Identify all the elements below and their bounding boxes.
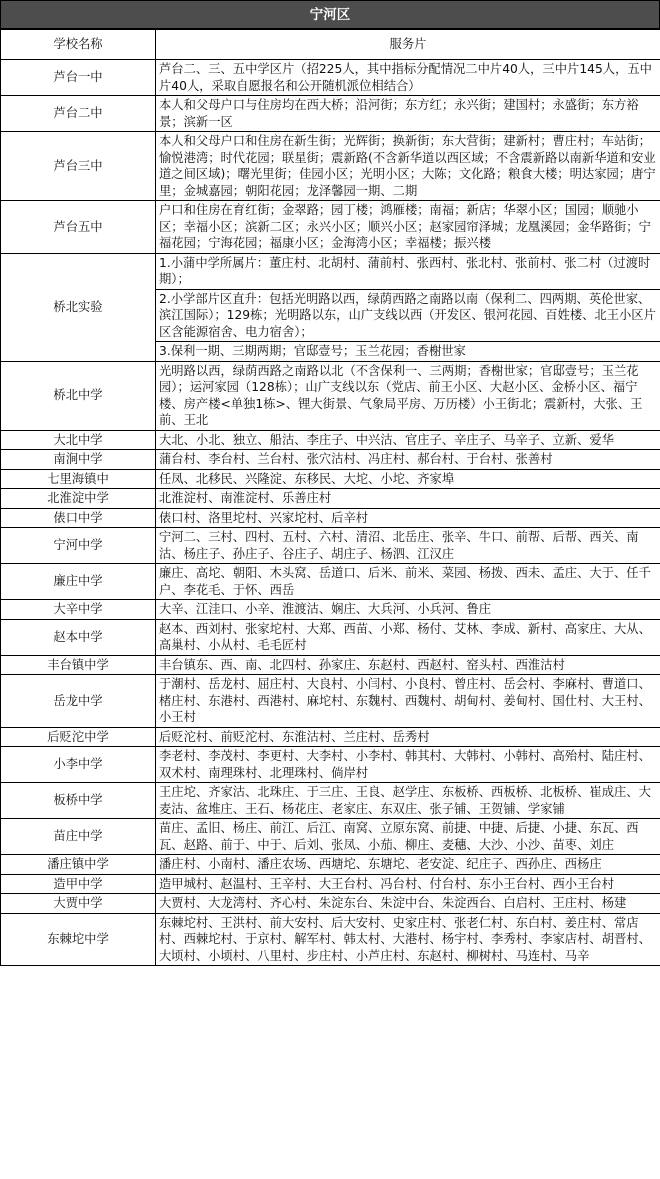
- table-row: [1, 96, 660, 132]
- school-name-cell: 赵本中学: [1, 619, 156, 655]
- service-area-cell: 户口和住房在育红街；金翠路；园丁楼；鸿雁楼；南福；新店；华翠小区；国园；顺驰小区；幸福小区；滨新二区；永兴小区；顺兴小区；赵家园帘泽城；龙凰溪园；金华路街；宁福花园；宁海花园；福康小区；金海湾小区；幸福楼；振兴楼: [156, 201, 660, 254]
- service-area-cell: 光明路以西，绿荫西路之南路以北（不含保利一、三两期；香榭世家；官邸壹号；玉兰花园）；运河家园（128栋）；山广支线以东（党店、前王小区、大赵小区、金桥小区、福宁楼、房产楼<单独1栋>、锂大街景、气象局平房、万历楼）小王街北；震新村，大张、王前、王北: [156, 361, 660, 430]
- school-name-cell: 大辛中学: [1, 600, 156, 620]
- table-row: [1, 619, 660, 655]
- service-area-cell: 宁河二、三村、四村、五村、六村、清沼、北岳庄、张辛、牛口、前帮、后帮、西关、南沽、杨庄子、孙庄子、谷庄子、胡庄子、杨泗、江汉庄: [156, 528, 660, 564]
- service-area-cell: 于潮村、岳龙村、屈庄村、大良村、小闫村、小良村、曾庄村、岳会村、李麻村、曹道口、楮庄村、东港村、西港村、麻坨村、东魏村、西魏村、胡甸村、姜甸村、国仕村、大王村、小王村: [156, 675, 660, 728]
- school-name-cell: 芦台三中: [1, 132, 156, 201]
- table-row: [1, 489, 660, 509]
- school-name-cell: 造甲中学: [1, 874, 156, 894]
- sheet-title: 宁河区: [0, 0, 660, 29]
- school-name-cell: 桥北中学: [1, 361, 156, 430]
- school-name-cell: 大贾中学: [1, 894, 156, 914]
- table-row: [1, 201, 660, 254]
- service-area-cell: 本人和父母户口和住房在新生街；光辉街；换新街；东大营街；建新村；曹庄村；车站街；愉悦港湾；时代花园；联星街；震新路(不含新华道以西区域；不含震新路以南新华道和安业道之间区域)；曙光里街；佳园小区；光明小区；大陈；文化路；粮食大楼；明达家园；唐宁里；金城嘉园；朝阳花园；龙泽馨园一期、二期: [156, 132, 660, 201]
- service-area-cell: 赵本、西刘村、张家坨村、大郑、西苗、小郑、杨付、艾林、李成、新村、高家庄、大从、高巢村、小从村、毛毛匠村: [156, 619, 660, 655]
- service-area-cell: 后贬沱村、前贬沱村、东淮沽村、兰庄村、岳秀村: [156, 727, 660, 747]
- service-area-cell: 大贾村、大龙湾村、齐心村、朱淀东台、朱淀中台、朱淀西台、白启村、王庄村、杨建: [156, 894, 660, 914]
- table-row: [1, 60, 660, 96]
- table-row: [1, 253, 660, 361]
- school-name-cell: 岳龙中学: [1, 675, 156, 728]
- service-area-cell: 蒲台村、李台村、兰台村、张穴沽村、冯庄村、郝台村、于台村、张善村: [156, 450, 660, 470]
- school-name-cell: 俵口中学: [1, 508, 156, 528]
- header-school: 学校名称: [1, 30, 156, 60]
- school-name-cell: 后贬沱中学: [1, 727, 156, 747]
- service-area-cell: [156, 253, 660, 361]
- service-area-cell: 任凤、北移民、兴隆淀、东移民、大坨、小坨、齐家埠: [156, 469, 660, 489]
- school-name-cell: 大北中学: [1, 430, 156, 450]
- school-name-cell: 芦台一中: [1, 60, 156, 96]
- service-area-cell: 东棘坨村、王洪村、前大安村、后大安村、史家庄村、张老仁村、东白村、姜庄村、常店村、西棘坨村、于京村、解军村、韩太村、大港村、杨宇村、李秀村、李家店村、胡晋村、大顷村、小顷村、八里村、步庄村、小芦庄村、东赵村、柳树村、马连村、马辛: [156, 913, 660, 966]
- table-row: [1, 913, 660, 966]
- table-row: [1, 894, 660, 914]
- school-name-cell: 桥北实验: [1, 253, 156, 361]
- school-name-cell: 芦台五中: [1, 201, 156, 254]
- service-area-cell: 造甲城村、赵温村、王辛村、大王台村、冯台村、付台村、东小王台村、西小王台村: [156, 874, 660, 894]
- table-row: [1, 430, 660, 450]
- table-body: [1, 60, 660, 966]
- service-area-cell: 大辛、江洼口、小辛、淮渡沽、娴庄、大兵河、小兵河、鲁庄: [156, 600, 660, 620]
- service-area-cell: 苗庄、孟旧、杨庄、前江、后江、南窝、立原东窝、前捷、中捷、后捷、小捷、东瓦、西瓦、赵路、前于、中于、后刘、张凤、小茄、柳庄、麦穗、大沙、小沙、苗枣、刘庄: [156, 819, 660, 855]
- table-row: [1, 655, 660, 675]
- table-row: [1, 361, 660, 430]
- school-name-cell: 芦台二中: [1, 96, 156, 132]
- service-area-cell: 王庄坨、齐家沽、北珠庄、于三庄、王良、赵学庄、东板桥、西板桥、北板桥、崔成庄、大麦沽、盆堆庄、王石、杨花庄、老家庄、东双庄、张子铺、王贺铺、学家铺: [156, 783, 660, 819]
- school-name-cell: 南涧中学: [1, 450, 156, 470]
- school-name-cell: 北淮淀中学: [1, 489, 156, 509]
- table-row: [1, 783, 660, 819]
- service-area-cell: 廉庄、高坨、朝阳、木头窝、岳道口、后米、前米、菜园、杨拨、西未、孟庄、大于、任千户、李花毛、于怀、西岳: [156, 564, 660, 600]
- service-area-cell: 潘庄村、小南村、潘庄农场、西塘坨、东塘坨、老安淀、纪庄子、西孙庄、西杨庄: [156, 855, 660, 875]
- service-area-cell: 北淮淀村、南淮淀村、乐善庄村: [156, 489, 660, 509]
- school-name-cell: 丰台镇中学: [1, 655, 156, 675]
- school-name-cell: 七里海镇中: [1, 469, 156, 489]
- table-row: [1, 564, 660, 600]
- table-row: [1, 132, 660, 201]
- school-name-cell: 东棘坨中学: [1, 913, 156, 966]
- school-name-cell: 小李中学: [1, 747, 156, 783]
- table-row: [1, 450, 660, 470]
- school-name-cell: 廉庄中学: [1, 564, 156, 600]
- table-row: [1, 600, 660, 620]
- table-row: [1, 874, 660, 894]
- service-area-part: 3.保利一期、三期两期；官邸壹号；玉兰花园；香榭世家: [156, 341, 660, 361]
- service-area-cell: 大北、小北、独立、船沽、李庄子、中兴沽、官庄子、辛庄子、马辛子、立新、爱华: [156, 430, 660, 450]
- service-area-cell: 俵口村、洛里坨村、兴家坨村、后辛村: [156, 508, 660, 528]
- service-area-cell: 本人和父母户口与住房均在西大桥；沿河街；东方红；永兴街；建国村；永盛街；东方裕景；滨新一区: [156, 96, 660, 132]
- table-row: [1, 469, 660, 489]
- table-row: [1, 528, 660, 564]
- school-name-cell: 潘庄镇中学: [1, 855, 156, 875]
- table-row: [1, 819, 660, 855]
- district-table: [0, 29, 660, 966]
- service-area-part: 2.小学部片区直升：包括光明路以西，绿荫西路之南路以南（保利二、四两期、英伦世家、滨江国际）；129栋；光明路以东，山广支线以西（开发区、银河花园、百姓楼、北王小区片区含能源宿舍、电力宿舍）；: [156, 289, 660, 342]
- header-area: 服务片: [156, 30, 660, 60]
- school-name-cell: 宁河中学: [1, 528, 156, 564]
- table-row: [1, 747, 660, 783]
- table-row: [1, 508, 660, 528]
- service-area-cell: 李老村、李茂村、李更村、大李村、小李村、韩其村、大韩村、小韩村、高殆村、陆庄村、双术村、南理珠村、北理珠村、倘岸村: [156, 747, 660, 783]
- header-row: [1, 30, 660, 60]
- school-name-cell: 板桥中学: [1, 783, 156, 819]
- service-area-cell: 丰台镇东、西、南、北四村、孙家庄、东赵村、西赵村、窑头村、西淮沽村: [156, 655, 660, 675]
- table-row: [1, 727, 660, 747]
- table-row: [1, 675, 660, 728]
- school-name-cell: 苗庄中学: [1, 819, 156, 855]
- service-area-part: 1.小蒲中学所属片：董庄村、北胡村、蒲前村、张西村、张北村、张前村、张二村（过渡时期）；: [159, 255, 651, 286]
- table-row: [1, 855, 660, 875]
- service-area-cell: 芦台二、三、五中学区片（招225人，其中指标分配情况二中片40人，三中片145人，五中片40人，采取自愿报名和公开随机派位相结合）: [156, 60, 660, 96]
